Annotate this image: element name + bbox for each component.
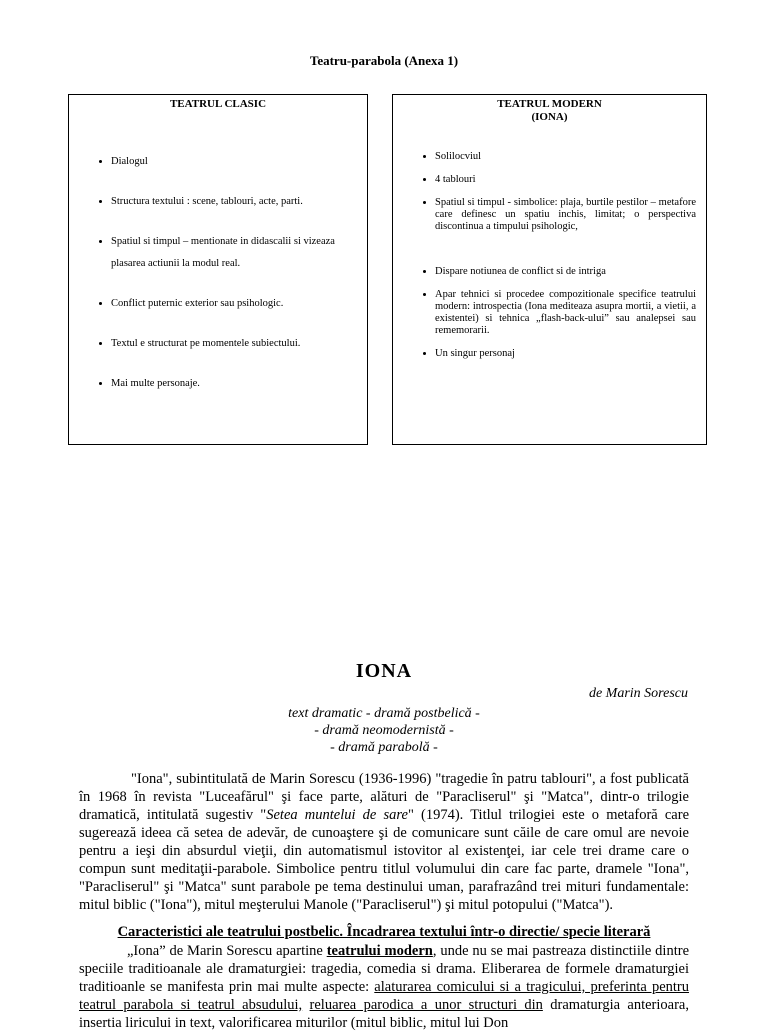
modern-theatre-heading (393, 95, 706, 124)
essay-subtitle-line: - dramă neomodernistă - (314, 723, 454, 738)
modern-theatre-heading-line1: TEATRUL MODERN (497, 98, 602, 110)
essay-author: de Marin Sorescu (588, 686, 688, 701)
underlined-phrase: reluarea parodica a unor structuri din (309, 997, 543, 1013)
underlined-phrase: alaturarea comicului si a tragicului, preferinta pentru teatrul parabola si teatrul absudului, (79, 979, 689, 1013)
list-item: • Mai multe personaje. (111, 373, 357, 395)
list-item: • Spatiul si timpul - simbolice: plaja, burtile pestilor – metafore care definesc un spatiu inchis, limitat; o perspectiva discontinua a timpului psihologic, (435, 197, 696, 233)
classic-theatre-list (69, 151, 367, 395)
essay-paragraph-2 (79, 942, 689, 1032)
list-item: • Un singur personaj (435, 348, 696, 360)
modern-theatre-heading-line2: (IONA) (531, 111, 568, 123)
list-item: • 4 tablouri (435, 174, 696, 186)
modern-theatre-list (393, 151, 706, 360)
list-item: • Apar tehnici si procedee compozitionale specifice teatrului modern: introspectia (Iona mediteaza asupra mortii, a vietii, a existentei) si tehnica „flash-back-ului” sau analepsei sau rememorarii. (435, 289, 696, 337)
paragraph-text: "Iona", subintitulată de Marin Sorescu (1936-1996) "tragedie în patru tablouri", a fost publicată în 1968 în revista "Luceafărul" şi face parte, alături de "Paracliserul" şi "Matca", dintr-o trilogie dramatică, intitulată sugestiv " (79, 771, 689, 823)
classic-theatre-heading: TEATRUL CLASIC (169, 98, 267, 110)
trilogy-title-italic: Setea muntelui de sare (266, 807, 408, 823)
list-item: • Structura textului : scene, tablouri, acte, parti. (111, 191, 357, 213)
paragraph-text: " (1974). Titlul trilogiei este o metaforă care sugerează ideea că setea de adevăr, de cunoaştere şi de comunicare sunt căile de care omul are nevoie pentru a ieşi din absurdul vieţii, din automatismul istovitor al existenţei, iar cele trei drame care o compun sunt meditaţii-parabole. Simbolice pentru titlul volumului din care fac parte, dramele "Iona", "Paracliserul" şi "Matca" sunt parabole pe tema destinului uman, parafrazând trei mituri fundamentale: mitul biblic ("Iona"), mitul meşterului Manole ("Paracliserul") şi mitul potopului ("Matca"). (79, 807, 690, 913)
modern-theatre-box (392, 94, 707, 445)
essay-title: IONA (355, 660, 413, 682)
list-item: • Dialogul (111, 151, 357, 173)
list-item: • Dispare notiunea de conflict si de intriga (435, 266, 696, 278)
essay-paragraph-1 (79, 770, 689, 914)
paragraph-text (302, 997, 309, 1013)
essay-subtitle-line: text dramatic - dramă postbelică - (288, 706, 480, 721)
section-heading: Caracteristici ale teatrului postbelic. Încadrarea textului într-o directie/ specie literară (117, 924, 651, 940)
paragraph-text: , unde nu se mai pastreaza distinctiile dintre speciile traditioanale ale dramaturgiei: tragedia, comedia si drama. Eliberarea de formele dramaturgiei traditioanle se manifesta prin mai multe aspecte: (79, 943, 690, 995)
list-item: • Conflict puternic exterior sau psihologic. (111, 293, 357, 315)
annex-title: Teatru-parabola (Anexa 1) (309, 53, 459, 68)
paragraph-text: „Iona” de Marin Sorescu apartine (127, 943, 327, 959)
classic-theatre-box (68, 94, 368, 445)
paragraph-text: dramaturgia anterioara, insertia liricului in text, valorificarea miturilor (mitul biblic, mitul lui Don (79, 997, 689, 1031)
modern-theatre-emphasis: teatrului modern (326, 943, 433, 959)
list-item: • Spatiul si timpul – mentionate in didascalii si vizeaza plasarea actiunii la modul real. (111, 231, 357, 275)
list-item: • Textul e structurat pe momentele subiectului. (111, 333, 357, 355)
essay-subtitle-line: - dramă parabolă - (330, 740, 438, 755)
list-item: • Solilocviul (435, 151, 696, 163)
